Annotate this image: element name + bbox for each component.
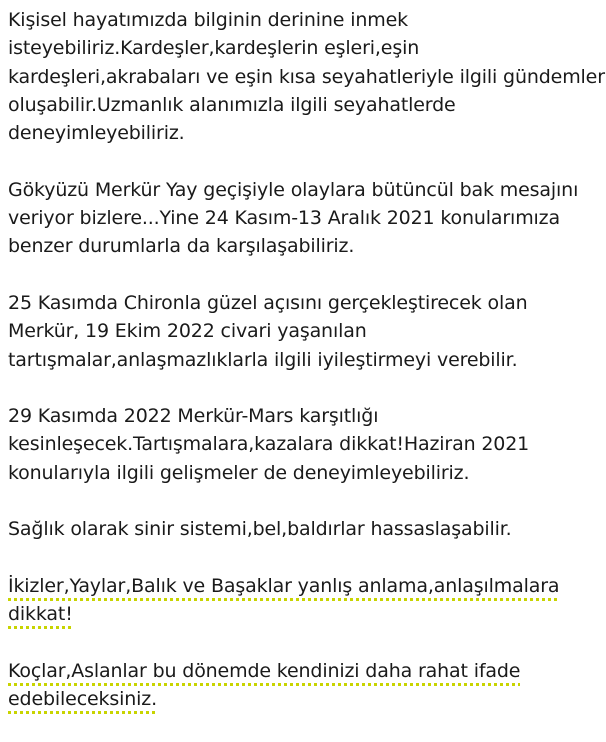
text-line: 25 Kasımda Chironla güzel açısını gerçekleştirecek olan xyxy=(8,291,528,314)
text-line: tartışmalar,anlaşmazlıklarla ilgili iyileştirmeyi verebilir. xyxy=(8,348,518,371)
paragraph-health xyxy=(8,515,600,543)
text-line: 29 Kasımda 2022 Merkür-Mars karşıtlığı xyxy=(8,405,379,428)
text-line: benzer durumlarla da karşılaşabiliriz. xyxy=(8,235,355,258)
text-line: kesinleşecek.Tartışmalara,kazalara dikkat!Haziran 2021 xyxy=(8,433,530,456)
paragraph-mutable-signs xyxy=(8,572,600,629)
paragraph-mercury-mars xyxy=(8,402,600,487)
text-line-wrap xyxy=(8,685,600,713)
text-line: konularıyla ilgili gelişmeler de deneyimleyebiliriz. xyxy=(8,461,470,484)
text-line-wrap xyxy=(8,572,600,600)
highlighted-text: edebileceksiniz. xyxy=(8,688,157,711)
paragraph-personal-life xyxy=(8,6,605,147)
text-line: Gökyüzü Merkür Yay geçişiyle olaylara bütüncül bak mesajını xyxy=(8,178,579,201)
highlighted-text: İkizler,Yaylar,Balık ve Başaklar yanlış anlama,anlaşılmalara xyxy=(8,574,560,597)
paragraph-chiron-aspect xyxy=(8,289,600,374)
paragraph-mercury-sagittarius xyxy=(8,176,600,261)
text-line: kardeşleri,akrabaları ve eşin kısa seyahatleriyle ilgili gündemler xyxy=(8,65,605,88)
paragraph-fire-signs xyxy=(8,657,600,714)
text-line: isteyebiliriz.Kardeşler,kardeşlerin eşleri,eşin xyxy=(8,37,420,60)
article-body xyxy=(8,6,605,742)
text-line: Sağlık olarak sinir sistemi,bel,baldırlar hassaslaşabilir. xyxy=(8,518,512,541)
text-line: deneyimleyebiliriz. xyxy=(8,122,185,145)
text-line-wrap xyxy=(8,600,600,628)
text-line: veriyor bizlere...Yine 24 Kasım-13 Aralık 2021 konularımıza xyxy=(8,207,560,230)
text-line: oluşabilir.Uzmanlık alanımızla ilgili seyahatlerde xyxy=(8,93,456,116)
text-line: Kişisel hayatımızda bilginin derinine inmek xyxy=(8,9,408,31)
highlighted-text: Koçlar,Aslanlar bu dönemde kendinizi daha rahat ifade xyxy=(8,659,521,682)
text-line-wrap xyxy=(8,657,600,685)
highlighted-text: dikkat! xyxy=(8,603,73,626)
text-line: Merkür, 19 Ekim 2022 civari yaşanılan xyxy=(8,320,367,343)
